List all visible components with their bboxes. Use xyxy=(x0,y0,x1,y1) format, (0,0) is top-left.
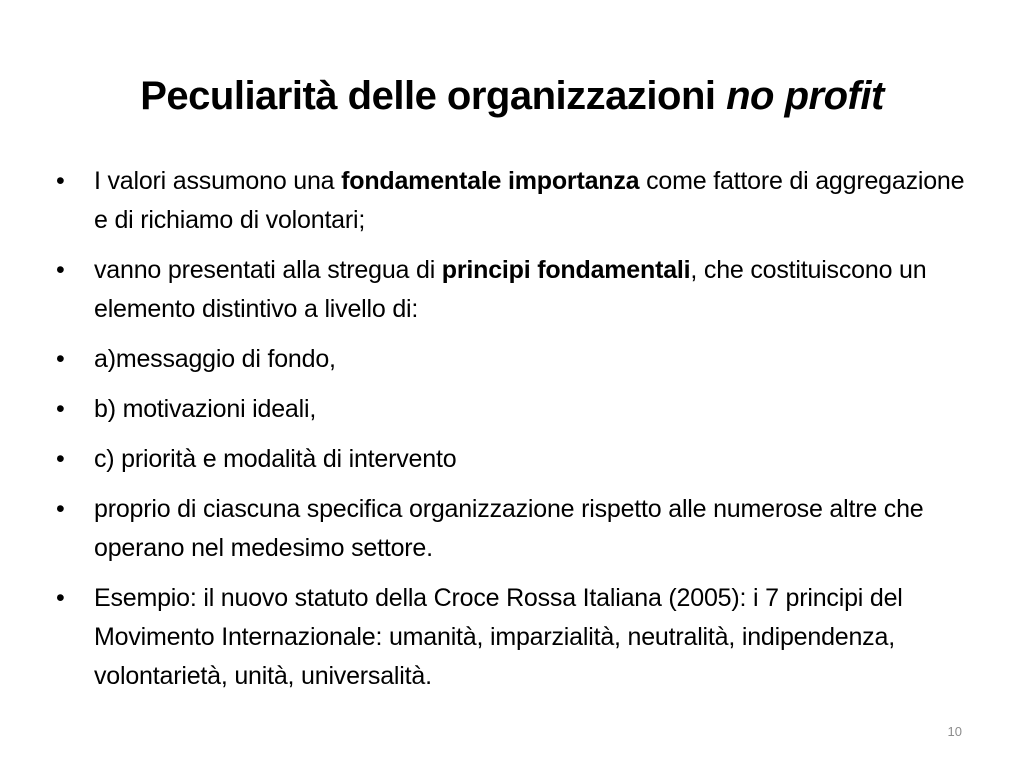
bullet-text: b) motivazioni ideali, xyxy=(94,395,317,423)
bullet-text: , che costituiscono un elemento distintivo a livello di: xyxy=(94,256,927,323)
bullet-item xyxy=(52,162,977,240)
bullet-item xyxy=(52,251,977,329)
bullet-list xyxy=(52,162,977,707)
bullet-item xyxy=(52,390,977,429)
bullet-text: I valori assumono una xyxy=(94,167,342,195)
bullet-icon: • xyxy=(56,495,65,523)
bullet-icon: • xyxy=(56,584,65,612)
bullet-item xyxy=(52,490,977,568)
bullet-text: Esempio: il nuovo statuto della Croce Rossa Italiana (2005): i 7 principi del Movimento Internazionale: umanità, imparzialità, neutralità, indipendenza, volontarietà, unità, universalità. xyxy=(94,584,903,690)
bullet-icon: • xyxy=(56,256,65,284)
bullet-text: vanno presentati alla stregua di xyxy=(94,256,442,284)
bullet-text: a)messaggio di fondo, xyxy=(94,345,336,373)
bullet-icon: • xyxy=(56,445,65,473)
bullet-item xyxy=(52,579,977,696)
bullet-icon: • xyxy=(56,167,65,195)
title-italic: no profit xyxy=(726,74,884,118)
bullet-item xyxy=(52,340,977,379)
bullet-text: come fattore di aggregazione e di richiamo di volontari; xyxy=(94,167,965,234)
bullet-text-bold: principi fondamentali xyxy=(441,256,691,284)
bullet-text: proprio di ciascuna specifica organizzazione rispetto alle numerose altre che operano nel medesimo settore. xyxy=(94,495,924,562)
bullet-icon: • xyxy=(56,395,65,423)
bullet-item xyxy=(52,440,977,479)
page-number: 10 xyxy=(947,724,962,739)
slide-title xyxy=(40,68,984,124)
bullet-icon: • xyxy=(56,345,65,373)
title-main: Peculiarità delle organizzazioni xyxy=(140,74,727,118)
bullet-text-bold: fondamentale importanza xyxy=(341,167,640,195)
bullet-text: c) priorità e modalità di intervento xyxy=(94,445,457,473)
